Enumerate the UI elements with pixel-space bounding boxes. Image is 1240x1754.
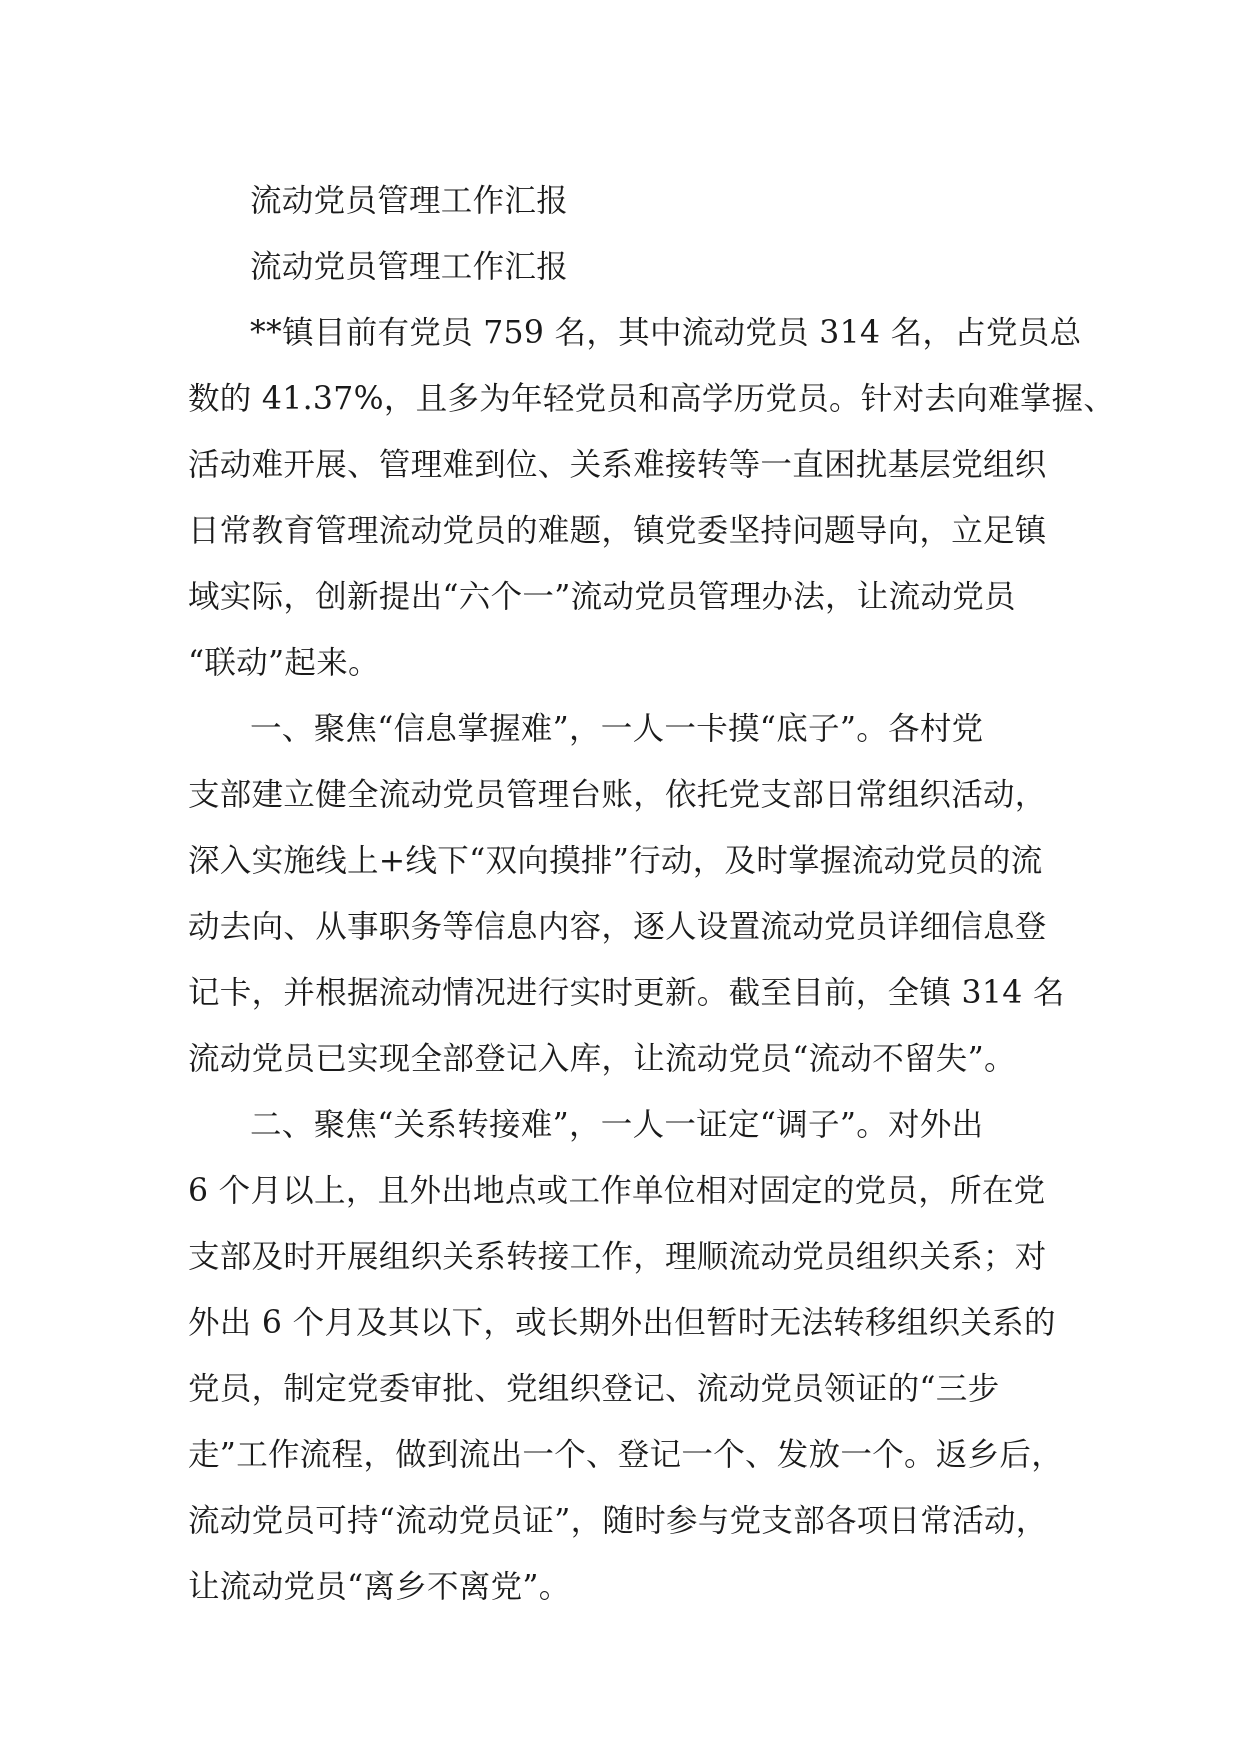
paragraph-3-line: 让流动党员“离乡不离党”。 (188, 1569, 571, 1605)
paragraph-1-line: **镇目前有党员 759 名，其中流动党员 314 名，占党员总 (250, 315, 1082, 351)
paragraph-3-line: 流动党员可持“流动党员证”，随时参与党支部各项日常活动， (188, 1503, 1048, 1539)
paragraph-2-line: 支部建立健全流动党员管理台账，依托党支部日常组织活动， (188, 777, 1047, 813)
paragraph-3-line: 6 个月以上，且外出地点或工作单位相对固定的党员，所在党 (188, 1173, 1046, 1209)
paragraph-1-line: 活动难开展、管理难到位、关系难接转等一直困扰基层党组织 (188, 447, 1047, 483)
paragraph-3-line: 支部及时开展组织关系转接工作，理顺流动党员组织关系；对 (188, 1239, 1047, 1275)
paragraph-2-line: 流动党员已实现全部登记入库，让流动党员“流动不留失”。 (188, 1041, 1016, 1077)
document-subtitle: 流动党员管理工作汇报 (250, 249, 569, 285)
paragraph-1-line: “联动”起来。 (188, 645, 380, 681)
paragraph-1-line: 日常教育管理流动党员的难题，镇党委坚持问题导向，立足镇 (188, 513, 1047, 549)
paragraph-1-line: 域实际，创新提出“六个一”流动党员管理办法，让流动党员 (188, 579, 1016, 615)
paragraph-3-line: 党员，制定党委审批、党组织登记、流动党员领证的“三步 (188, 1371, 1000, 1407)
paragraph-1-line: 数的 41.37%，且多为年轻党员和高学历党员。针对去向难掌握、 (188, 381, 1116, 417)
document-title: 流动党员管理工作汇报 (250, 183, 569, 219)
paragraph-2-line: 记卡，并根据流动情况进行实时更新。截至目前，全镇 314 名 (188, 975, 1065, 1011)
paragraph-2-line: 深入实施线上+线下“双向摸排”行动，及时掌握流动党员的流 (188, 843, 1043, 879)
paragraph-3-line: 外出 6 个月及其以下，或长期外出但暂时无法转移组织关系的 (188, 1305, 1056, 1341)
paragraph-2-line: 一、聚焦“信息掌握难”，一人一卡摸“底子”。各村党 (250, 711, 984, 747)
paragraph-2-line: 动去向、从事职务等信息内容，逐人设置流动党员详细信息登 (188, 909, 1047, 945)
paragraph-3-line: 走”工作流程，做到流出一个、登记一个、发放一个。返乡后， (188, 1437, 1064, 1473)
paragraph-3-line: 二、聚焦“关系转接难”，一人一证定“调子”。对外出 (250, 1107, 984, 1143)
